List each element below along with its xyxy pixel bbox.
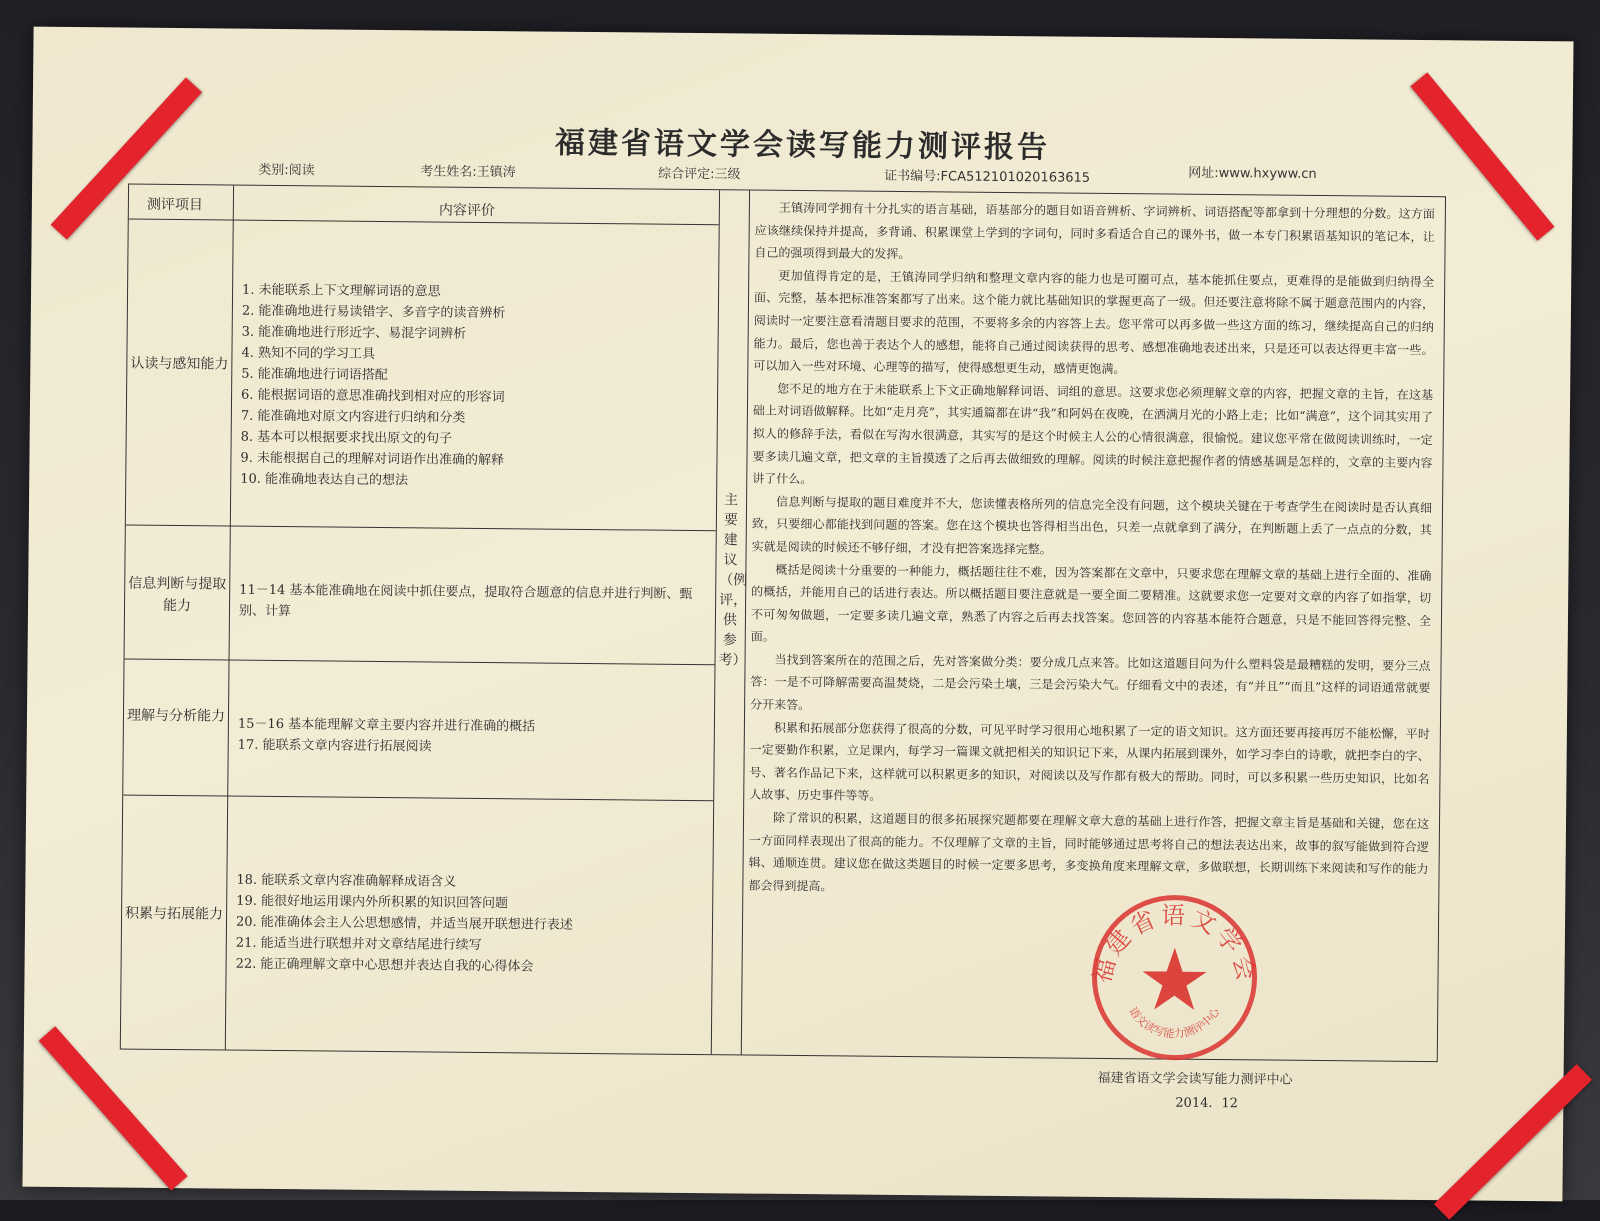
- column-divider: [225, 186, 234, 1050]
- header-content-evaluation: 内容评价: [438, 202, 495, 220]
- website-field: 网址:www.hxyww.cn: [1188, 165, 1317, 182]
- list-item: 4. 熟知不同的学习工具: [241, 345, 376, 362]
- list-item: 7. 能准确地对原文内容进行归纳和分类: [240, 408, 466, 426]
- list-item: 9. 未能根据自己的理解对词语作出准确的解释: [240, 450, 505, 469]
- advice-paragraph: 概括是阅读十分重要的一种能力，概括题往往不难，因为答案都在文章中，只要求您在理解文章的基础上进行全面的、准确的概括，并能用自己的话进行表达。所以概括题目要注意就是一要全面二要精准。这就要求您一定要对文章的内容了如指掌，切不可匆匆做题，一定要多读几遍文章，熟悉了内容之后再去找答案。您回答的内容基本能符合题意，只是不能回答得完整、全面。: [750, 562, 1432, 645]
- category-field: 类别:阅读: [258, 162, 315, 179]
- svg-text:语文读写能力测评中心: 语文读写能力测评中心: [1126, 1004, 1223, 1041]
- overall-rating-field: 综合评定:三级: [658, 166, 741, 183]
- row-divider: [123, 795, 713, 802]
- section-items: [236, 870, 707, 980]
- issuing-organization: 福建省语文学会读写能力测评中心: [1097, 1070, 1293, 1088]
- list-item: 6. 能根据词语的意思准确找到相对应的形容词: [241, 387, 505, 406]
- advice-paragraph: 除了常识的积累，这道题目的很多拓展探究题都要在理解文章大意的基础上进行作答，把握文章主旨是基础和关键，您在这一方面同样表现出了很高的能力。不仅理解了文章的主旨，同时能够通过思考将自己的想法表达出来，故事的叙写能做到符合逻辑、通顺连贯。建议您在做这类题目的时候一定要多思考，多变换角度来理解文章，多做联想，长期训练下来阅读和写作的能力都会得到提高。: [748, 810, 1430, 894]
- header-assessment-item: 测评项目: [146, 196, 203, 214]
- row-divider: [125, 659, 715, 666]
- list-item: 3. 能准确地进行形近字、易混字词辨析: [241, 324, 467, 342]
- list-item: 11－14 基本能准确地在阅读中抓住要点，提取符合题意的信息并进行判断、甄别、计算: [238, 582, 693, 620]
- section-items: [239, 580, 705, 626]
- advice-paragraph: 信息判断与提取的题目难度并不大，您读懂表格所列的信息完全没有问题，这个模块关键在于考查学生在阅读时是否认真细致，只要细心都能找到问题的答案。您在这个模块也答得相当出色，只差一点就拿到了满分，在判断题上丢了一点点的分数，其实就是阅读的时候还不够仔细，才没有把答案选择完整。: [751, 494, 1433, 557]
- section-items: [240, 280, 712, 495]
- category-label: 认读与感知能力: [130, 355, 229, 373]
- list-item: 18. 能联系文章内容准确解释成语含义: [236, 872, 457, 890]
- advice-paragraph: 当找到答案所在的范围之后，先对答案做分类：要分成几点来答。比如这道题目问为什么塑料袋是最糟糕的发明，要分三点答：一是不可降解需要高温焚烧，二是会污染土壤，三是会污染大气。仔细看文中的表述，有“并且”“而且”这样的词语通常就要分开来答。: [750, 652, 1431, 713]
- advice-column-label: 主要建议（例评，供参考）: [718, 492, 748, 669]
- advice-paragraph: 更加值得肯定的是，王镇涛同学归纳和整理文章内容的能力也是可圈可点，基本能抓住要点，更难得的是能做到归纳得全面、完整，基本把标准答案都写了出来。这个能力就比基础知识的掌握更高了一级。但还要注意将除不属于题意范围内的内容，阅读时一定要注意看清题目要求的范围，不要将多余的内容答上去。您平常可以再多做一些这方面的练习，继续提高自己的归纳能力。最后，您也善于表达个人的感想，能将自己通过阅读获得的思考、感想准确地表述出来，只是还可以表达得更丰富一些。可以加入一些对环境、心理等的描写，使得感想更生动，感情更饱满。: [753, 268, 1435, 377]
- section-items: [238, 714, 704, 760]
- svg-text:福建省语文学会: 福建省语文学会: [1087, 901, 1262, 988]
- report-sheet: [22, 27, 1573, 1202]
- list-item: 8. 基本可以根据要求找出原文的句子: [240, 429, 453, 447]
- advice-paragraph: 王镇涛同学拥有十分扎实的语言基础，语基部分的题目如语音辨析、字词辨析、词语搭配等都拿到十分理想的分数。这方面应该继续保持并提高，多背诵、积累课堂上学到的字词句，同时多看适合自己的课外书，做一本专门积累语基知识的笔记本，让自己的强项得到最大的发挥。: [754, 200, 1435, 262]
- column-divider: [741, 191, 750, 1055]
- advice-paragraph: 积累和拓展部分您获得了很高的分数，可见平时学习很用心地积累了一定的语文知识。这方面还要再接再厉不能松懈，平时一定要勤作积累，立足课内，每学习一篇课文就把相关的知识记下来，从课内拓展到课外，如学习李白的诗歌，就把李白的字、号、著名作品记下来，这样就可以积累更多的知识，对阅读以及写作都有极大的帮助。同时，可以多积累一些历史知识，比如名人故事、历史事件等等。: [749, 720, 1430, 804]
- certificate-number-field: 证书编号:FCA512101020163615: [884, 168, 1091, 186]
- candidate-name-field: 考生姓名:王镇涛: [420, 164, 516, 181]
- list-item: 21. 能适当进行联想并对文章结尾进行续写: [235, 935, 482, 953]
- category-label: 理解与分析能力: [126, 707, 226, 725]
- list-item: 22. 能正确理解文章中心思想并表达自我的心得体会: [235, 956, 534, 975]
- list-item: 1. 未能联系上下文理解词语的意思: [242, 282, 441, 300]
- list-item: 15－16 基本能理解文章主要内容并进行准确的概括: [237, 716, 536, 735]
- advice-text: [748, 197, 1435, 904]
- list-item: 5. 能准确地进行词语搭配: [241, 366, 388, 384]
- category-label: 信息判断与提取能力: [128, 575, 227, 615]
- list-item: 17. 能联系文章内容进行拓展阅读: [237, 737, 432, 755]
- star-icon: [1142, 947, 1207, 1010]
- red-tape-corner: [39, 1026, 188, 1190]
- official-seal: [1084, 887, 1266, 1069]
- row-divider: [126, 525, 716, 532]
- list-item: 10. 能准确地表达自己的想法: [240, 471, 409, 489]
- issue-date: 2014．12: [1175, 1095, 1239, 1112]
- row-divider: [129, 219, 719, 226]
- list-item: 2. 能准确地进行易读错字、多音字的读音辨析: [241, 303, 506, 322]
- list-item: 19. 能很好地运用课内外所积累的知识回答问题: [236, 893, 509, 912]
- advice-paragraph: 您不足的地方在于未能联系上下文正确地解释词语、词组的意思。这要求您必须理解文章的内容，把握文章的主旨，在这基础上对词语做解释。比如“走月亮”，其实通篇都在讲“我”和阿妈在夜晚，在洒满月光的小路上走；比如“满意”，这个词其实用了拟人的修辞手法，看似在写沟水很满意，其实写的是这个时候主人公的心情很满意，很愉悦。建议您平常在做阅读训练时，一定要多读几遍文章，把文章的主旨摸透了之后再去做细致的理解。阅读的时候注意把握作者的情感基调是怎样的，文章的主要内容讲了什么。: [752, 381, 1434, 487]
- list-item: 20. 能准确体会主人公思想感情，并适当展开联想进行表述: [235, 914, 573, 933]
- category-label: 积累与拓展能力: [125, 905, 224, 923]
- report-title: 福建省语文学会读写能力测评报告: [554, 125, 1051, 166]
